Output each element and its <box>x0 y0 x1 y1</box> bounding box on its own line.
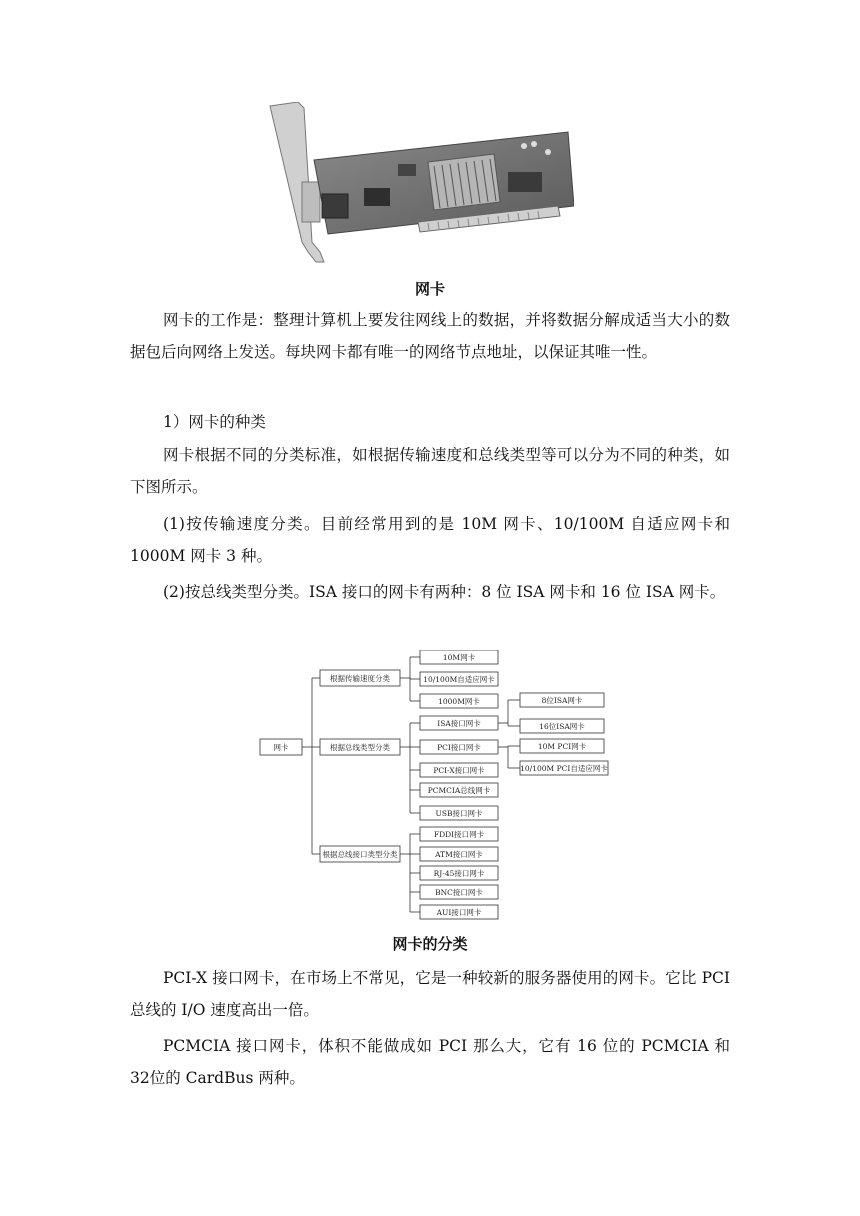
paragraph-function: 网卡的工作是：整理计算机上要发往网线上的数据，并将数据分解成适当大小的数据包后向网络上发送。每块网卡都有唯一的网络节点地址，以保证其唯一性。 <box>130 311 730 361</box>
tree-interface-item: RJ-45接口网卡 <box>433 869 485 878</box>
tree-speed-item: 1000M网卡 <box>438 697 480 706</box>
tree-pci-item: 10/100M PCI自适应网卡 <box>520 764 608 773</box>
tree-root-label: 网卡 <box>273 743 289 752</box>
paragraph-pcmcia: PCMCIA 接口网卡，体积不能做成如 PCI 那么大，它有 16 位的 PCMCIA 和 32位的 CardBus 两种。 <box>130 1037 730 1087</box>
section-heading-types: 1）网卡的种类 <box>163 413 266 431</box>
network-card-image <box>268 102 574 264</box>
tree-interface-item: ATM接口网卡 <box>435 850 483 859</box>
tree-interface-label: 根据总线接口类型分类 <box>322 850 398 859</box>
classification-diagram <box>258 650 610 920</box>
figure2-caption: 网卡的分类 <box>392 935 468 953</box>
paragraph-pci-x: PCI-X 接口网卡，在市场上不常见，它是一种较新的服务器使用的网卡。它比 PCI 总线的 I/O 速度高出一倍。 <box>130 969 730 1019</box>
tree-bus-item: PCMCIA总线网卡 <box>427 786 491 795</box>
tree-interface-item: FDDI接口网卡 <box>433 830 485 839</box>
tree-speed-item: 10M网卡 <box>442 653 476 662</box>
tree-pci-item: 10M PCI网卡 <box>537 742 587 751</box>
tree-interface-item: AUI接口网卡 <box>436 908 482 917</box>
tree-bus-item: USB接口网卡 <box>435 809 483 818</box>
tree-speed-label: 根据传输速度分类 <box>330 674 390 683</box>
classification-tree <box>258 650 610 920</box>
tree-bus-item: ISA接口网卡 <box>437 719 481 728</box>
tree-speed-item: 10/100M自适应网卡 <box>423 675 495 684</box>
tree-bus-label: 根据总线类型分类 <box>330 743 390 752</box>
paragraph-classification: 网卡根据不同的分类标准，如根据传输速度和总线类型等可以分为不同的种类，如下图所示。 <box>130 446 730 496</box>
tree-interface-item: BNC接口网卡 <box>435 888 483 897</box>
network-card-photo <box>268 102 574 264</box>
paragraph-bus: (2)按总线类型分类。ISA 接口的网卡有两种：8 位 ISA 网卡和 16 位 ISA 网卡。 <box>163 583 726 601</box>
figure1-caption: 网卡 <box>414 280 445 298</box>
tree-bus-item: PCI接口网卡 <box>437 743 481 752</box>
tree-isa-item: 16位ISA网卡 <box>539 722 585 731</box>
tree-isa-item: 8位ISA网卡 <box>541 696 583 705</box>
tree-bus-item: PCI-X接口网卡 <box>433 766 485 775</box>
paragraph-speed: (1)按传输速度分类。目前经常用到的是 10M 网卡、10/100M 自适应网卡和1000M 网卡 3 种。 <box>130 515 730 565</box>
